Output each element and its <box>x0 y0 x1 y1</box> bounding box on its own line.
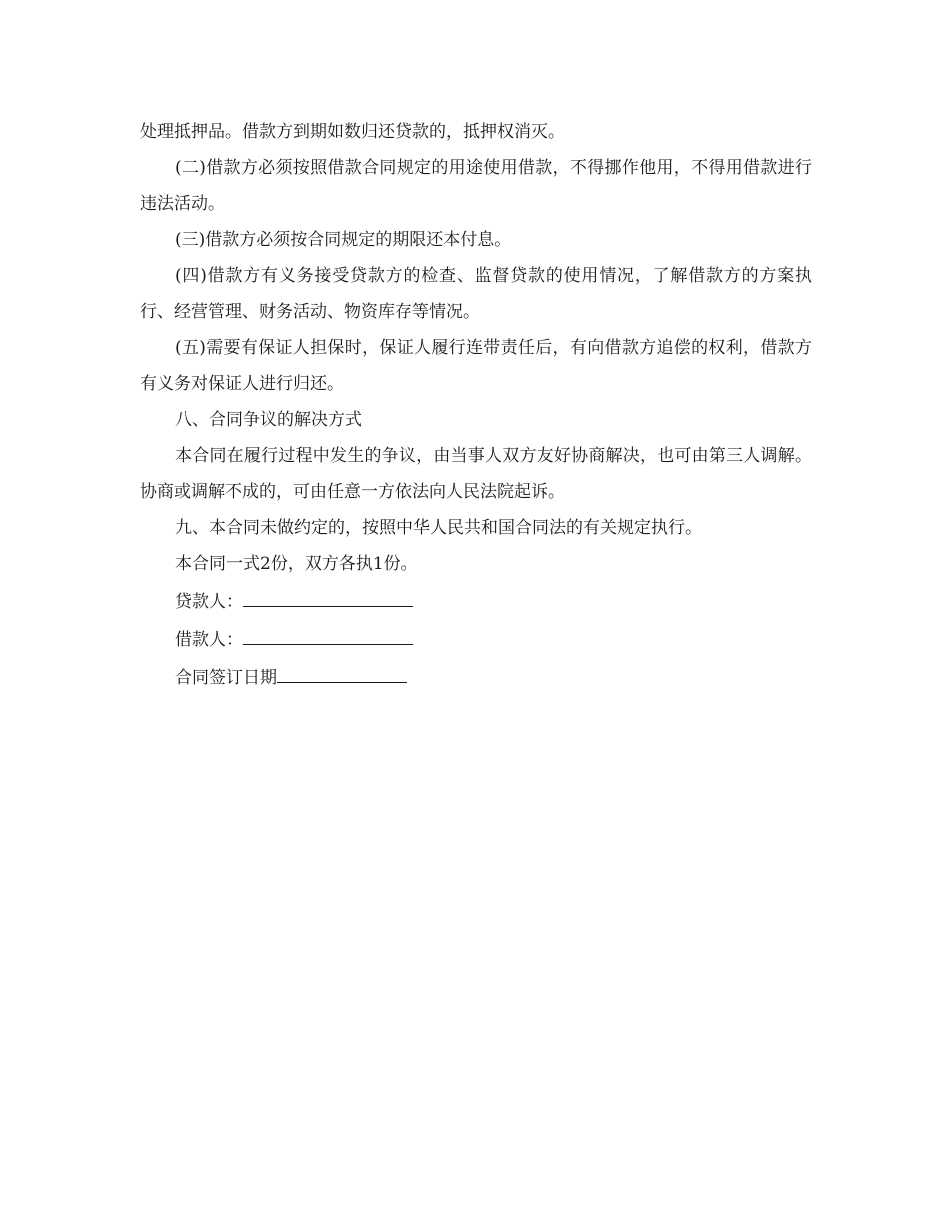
paragraph-clause-5: (五)需要有保证人担保时，保证人履行连带责任后，有向借款方追偿的权利，借款方有义务对保证人进行归还。 <box>140 338 812 394</box>
borrower-label: 借款人： <box>175 630 243 650</box>
paragraph-clause-2: (二)借款方必须按照借款合同规定的用途使用借款，不得挪作他用，不得用借款进行违法活动。 <box>140 158 812 214</box>
signing-date-blank <box>277 658 407 683</box>
borrower-signature-row <box>140 620 812 658</box>
lender-signature-blank <box>243 582 413 607</box>
paragraph-clause-3: (三)借款方必须按合同规定的期限还本付息。 <box>175 230 512 250</box>
signing-date-row <box>140 658 812 696</box>
borrower-signature-blank <box>243 620 413 645</box>
paragraph-copies: 本合同一式2份，双方各执1份。 <box>175 554 418 574</box>
document-body <box>140 114 812 696</box>
paragraph-clause-4: (四)借款方有义务接受贷款方的检查、监督贷款的使用情况，了解借款方的方案执行、经营管理、财务活动、物资库存等情况。 <box>140 266 812 322</box>
section-heading-unspecified: 九、本合同未做约定的，按照中华人民共和国合同法的有关规定执行。 <box>175 518 702 538</box>
paragraph-collateral-release: 处理抵押品。借款方到期如数归还贷款的，抵押权消灭。 <box>140 122 565 142</box>
signing-date-label: 合同签订日期 <box>175 668 277 688</box>
section-heading-dispute: 八、合同争议的解决方式 <box>175 410 362 430</box>
paragraph-dispute-resolution: 本合同在履行过程中发生的争议，由当事人双方友好协商解决，也可由第三人调解。协商或调解不成的，可由任意一方依法向人民法院起诉。 <box>140 446 812 502</box>
lender-signature-row <box>140 582 812 620</box>
lender-label: 贷款人： <box>175 592 243 612</box>
